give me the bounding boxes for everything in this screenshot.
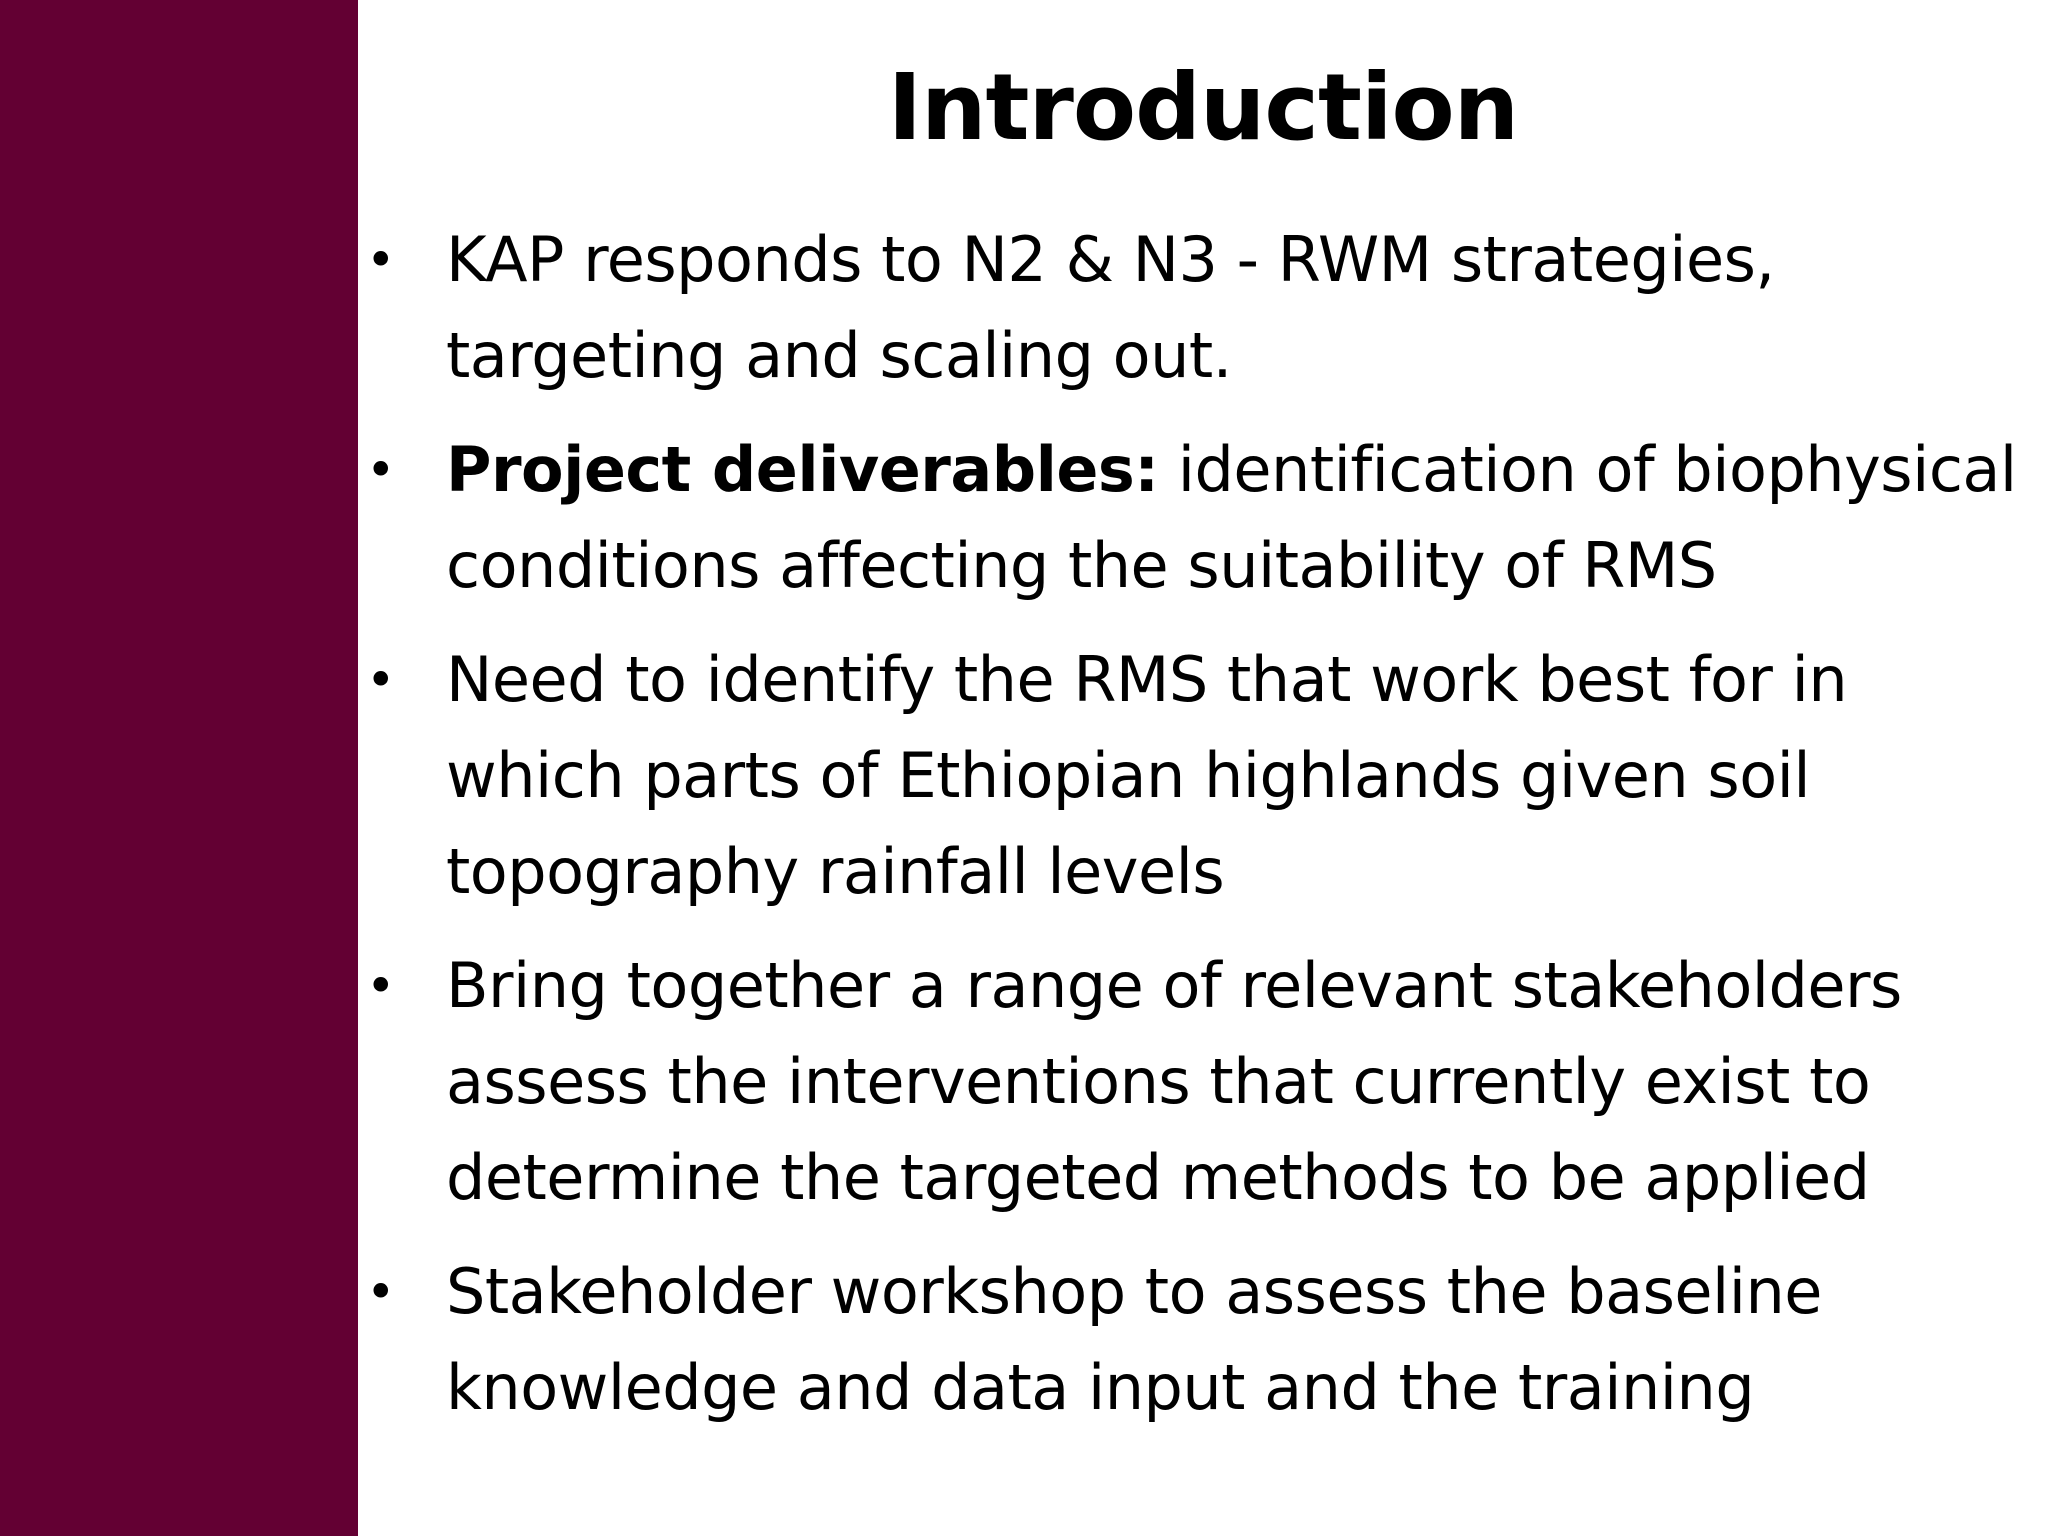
bullet-item <box>360 938 2020 1226</box>
bullet-dot-icon: • <box>366 1263 395 1321</box>
bullet-text: Stakeholder workshop to assess the baseline knowledge and data input and the training <box>446 1255 1822 1424</box>
bullet-dot-icon: • <box>366 651 395 709</box>
bullet-text: KAP responds to N2 & N3 - RWM strategies, targeting and scaling out. <box>446 223 1775 392</box>
bullet-text: identification of biophysical conditions affecting the suitability of RMS <box>446 433 2017 602</box>
bullet-text: Bring together a range of relevant stakeholders assess the interventions that currently exist to determine the targeted methods to be applied <box>446 949 1902 1214</box>
side-bar <box>0 0 358 1536</box>
bullet-dot-icon: • <box>366 957 395 1015</box>
bullet-item <box>360 422 2020 614</box>
bullet-lead: Project deliverables: <box>446 433 1159 506</box>
slide-title: Introduction <box>887 54 1519 161</box>
bullet-dot-icon: • <box>366 441 395 499</box>
bullet-item <box>360 212 2020 404</box>
bullet-dot-icon: • <box>366 231 395 289</box>
bullet-item <box>360 1244 2020 1436</box>
bullet-text: Need to identify the RMS that work best for in which parts of Ethiopian highlands given soil topography rainfall levels <box>446 643 1848 908</box>
bullet-list <box>360 212 2020 1454</box>
bullet-item <box>360 632 2020 920</box>
